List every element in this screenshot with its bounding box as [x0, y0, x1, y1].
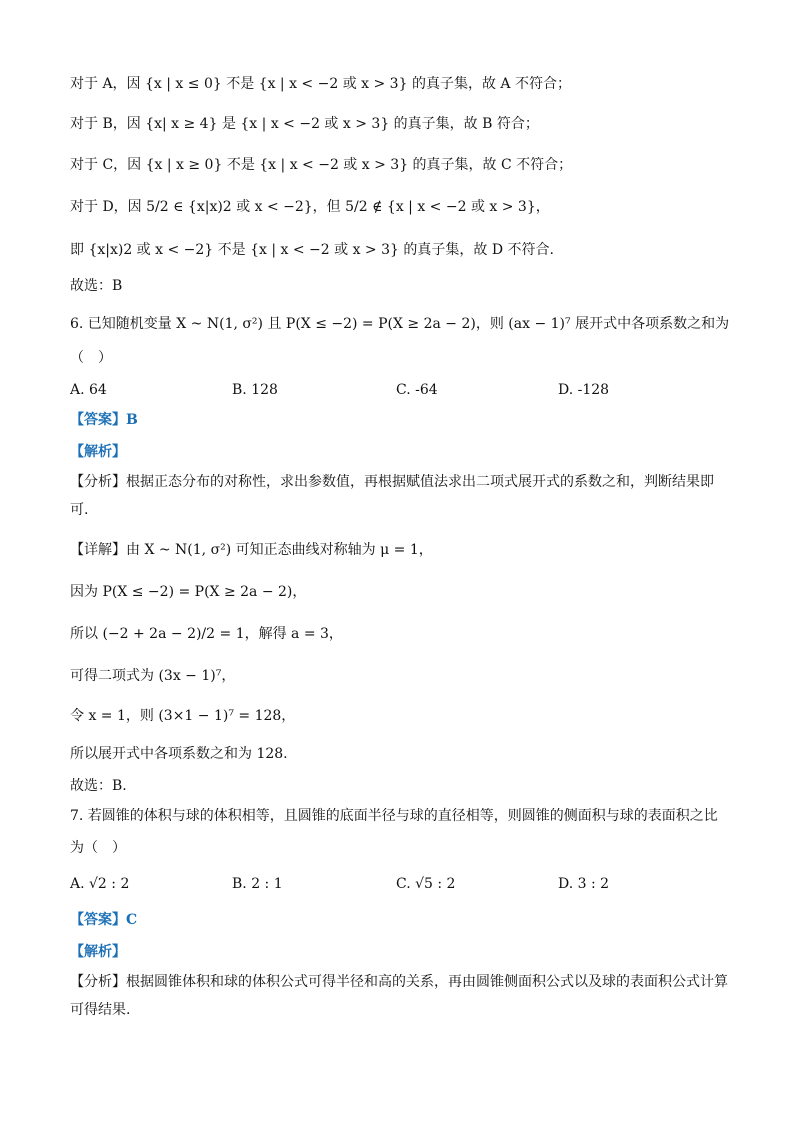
question-7-stem-cont: 为（ ） — [70, 840, 126, 856]
question-7-stem: 7. 若圆锥的体积与球的体积相等，且圆锥的底面半径与球的直径相等，则圆锥的侧面积与球的表面积之比 — [70, 808, 718, 824]
solution-line-a: 对于 A，因 {x | x ≤ 0} 不是 {x | x < −2 或 x > 3} 的真子集，故 A 不符合； — [70, 76, 571, 92]
q6-detail-2: 因为 P(X ≤ −2) = P(X ≥ 2a − 2)， — [70, 584, 307, 600]
solution-line-b: 对于 B，因 {x| x ≥ 4} 是 {x | x < −2 或 x > 3} 的真子集，故 B 符合； — [70, 116, 539, 132]
q7-option-d: D. 3 : 2 — [558, 876, 610, 892]
q6-detail-4: 可得二项式为 (3x − 1)⁷， — [70, 668, 236, 684]
q7-answer-tag: 【答案】C — [70, 912, 138, 928]
q7-option-b: B. 2 : 1 — [232, 876, 283, 892]
q6-option-a: A. 64 — [70, 382, 107, 398]
q6-detail-6: 所以展开式中各项系数之和为 128. — [70, 746, 288, 762]
q7-analysis-tag: 【解析】 — [70, 944, 126, 960]
q6-detail-7: 故选：B. — [70, 778, 127, 794]
solution-line-d: 对于 D，因 5/2 ∈ {x|x)2 或 x < −2}，但 5/2 ∉ {x | x < −2 或 x > 3}， — [70, 199, 550, 215]
q6-detail-3: 所以 (−2 + 2a − 2)/2 = 1，解得 a = 3， — [70, 626, 343, 642]
q6-option-d: D. -128 — [558, 382, 610, 398]
question-6-stem: 6. 已知随机变量 X ~ N(1, σ²) 且 P(X ≤ −2) = P(X ≥ 2a − 2)，则 (ax − 1)⁷ 展开式中各项系数之和为 — [70, 316, 730, 332]
q6-analysis-tag: 【解析】 — [70, 444, 126, 460]
q6-answer-tag: 【答案】B — [70, 412, 138, 428]
solution-line-c: 对于 C，因 {x | x ≥ 0} 不是 {x | x < −2 或 x > 3} 的真子集，故 C 不符合； — [70, 157, 573, 173]
answer-choice-5: 故选：B — [70, 278, 123, 294]
solution-line-d-cont: 即 {x|x)2 或 x < −2} 不是 {x | x < −2 或 x > 3} 的真子集，故 D 不符合. — [70, 242, 554, 258]
q6-detail-5: 令 x = 1，则 (3×1 − 1)⁷ = 128， — [70, 708, 296, 724]
q7-option-c: C. √5 : 2 — [396, 876, 456, 892]
q6-option-c: C. -64 — [396, 382, 438, 398]
q7-option-a: A. √2 : 2 — [70, 876, 130, 892]
q6-detail-1: 【详解】由 X ~ N(1, σ²) 可知正态曲线对称轴为 μ = 1， — [70, 542, 433, 558]
question-6-paren: （ ） — [70, 350, 112, 366]
q6-analysis-text: 【分析】根据正态分布的对称性，求出参数值，再根据赋值法求出二项式展开式的系数之和，判断结果即可. — [70, 474, 714, 518]
q6-option-b: B. 128 — [232, 382, 278, 398]
q7-analysis-text: 【分析】根据圆锥体积和球的体积公式可得半径和高的关系，再由圆锥侧面积公式以及球的表面积公式计算可得结果. — [70, 974, 728, 1018]
